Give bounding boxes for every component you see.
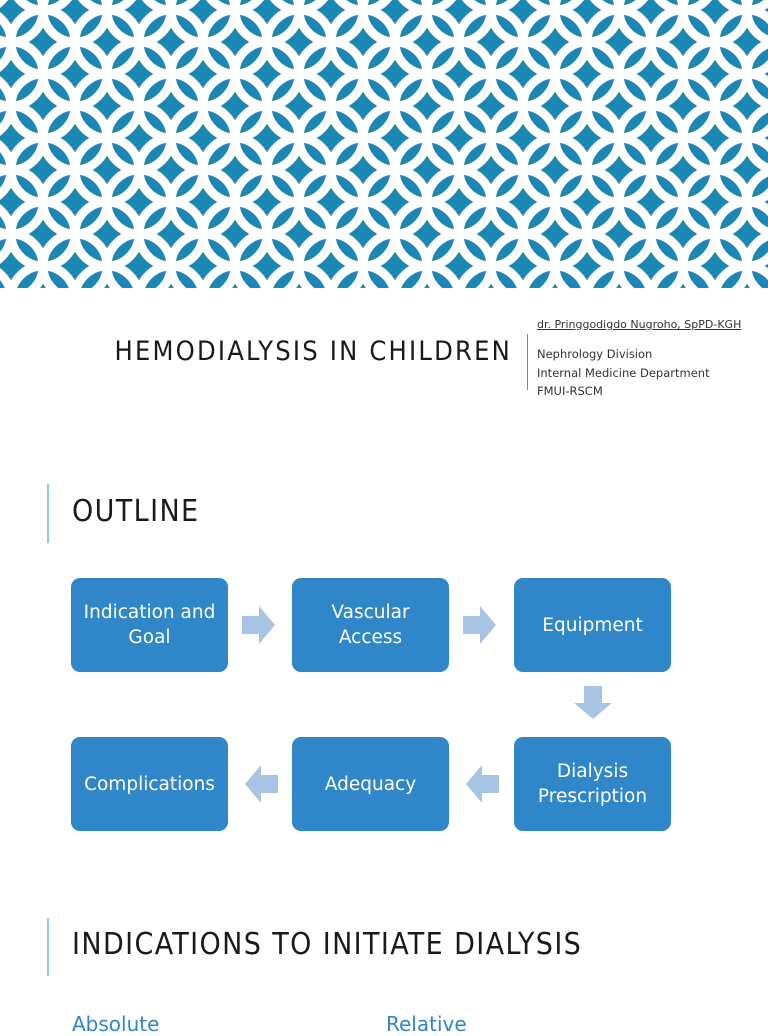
title-divider xyxy=(527,334,528,390)
relative-label: Relative xyxy=(386,1012,467,1036)
step-equipment[interactable]: Equipment xyxy=(514,578,671,672)
indications-accent-bar xyxy=(47,918,49,976)
decorative-pattern-banner xyxy=(0,0,768,288)
outline-accent-bar xyxy=(47,484,49,543)
author-name: dr. Pringgodigdo Nugroho, SpPD-KGH xyxy=(537,318,742,331)
indications-heading: INDICATIONS TO INITIATE DIALYSIS xyxy=(72,927,583,962)
arrow-right-icon xyxy=(242,605,276,645)
arrow-right-icon xyxy=(463,605,497,645)
step-indication-and-goal[interactable]: Indication and Goal xyxy=(71,578,228,672)
step-vascular-access[interactable]: Vascular Access xyxy=(292,578,449,672)
affiliation-line-division: Nephrology Division xyxy=(537,347,653,361)
arrow-left-icon xyxy=(465,764,499,804)
step-adequacy[interactable]: Adequacy xyxy=(292,737,449,831)
absolute-label: Absolute xyxy=(72,1012,160,1036)
affiliation-line-institution: FMUI-RSCM xyxy=(537,384,603,398)
step-complications[interactable]: Complications xyxy=(71,737,228,831)
step-dialysis-prescription[interactable]: Dialysis Prescription xyxy=(514,737,671,831)
outline-heading: OUTLINE xyxy=(72,494,200,529)
presentation-title: HEMODIALYSIS IN CHILDREN xyxy=(114,336,512,367)
arrow-left-icon xyxy=(244,764,278,804)
arrow-down-icon xyxy=(573,686,613,720)
affiliation-line-department: Internal Medicine Department xyxy=(537,366,710,380)
